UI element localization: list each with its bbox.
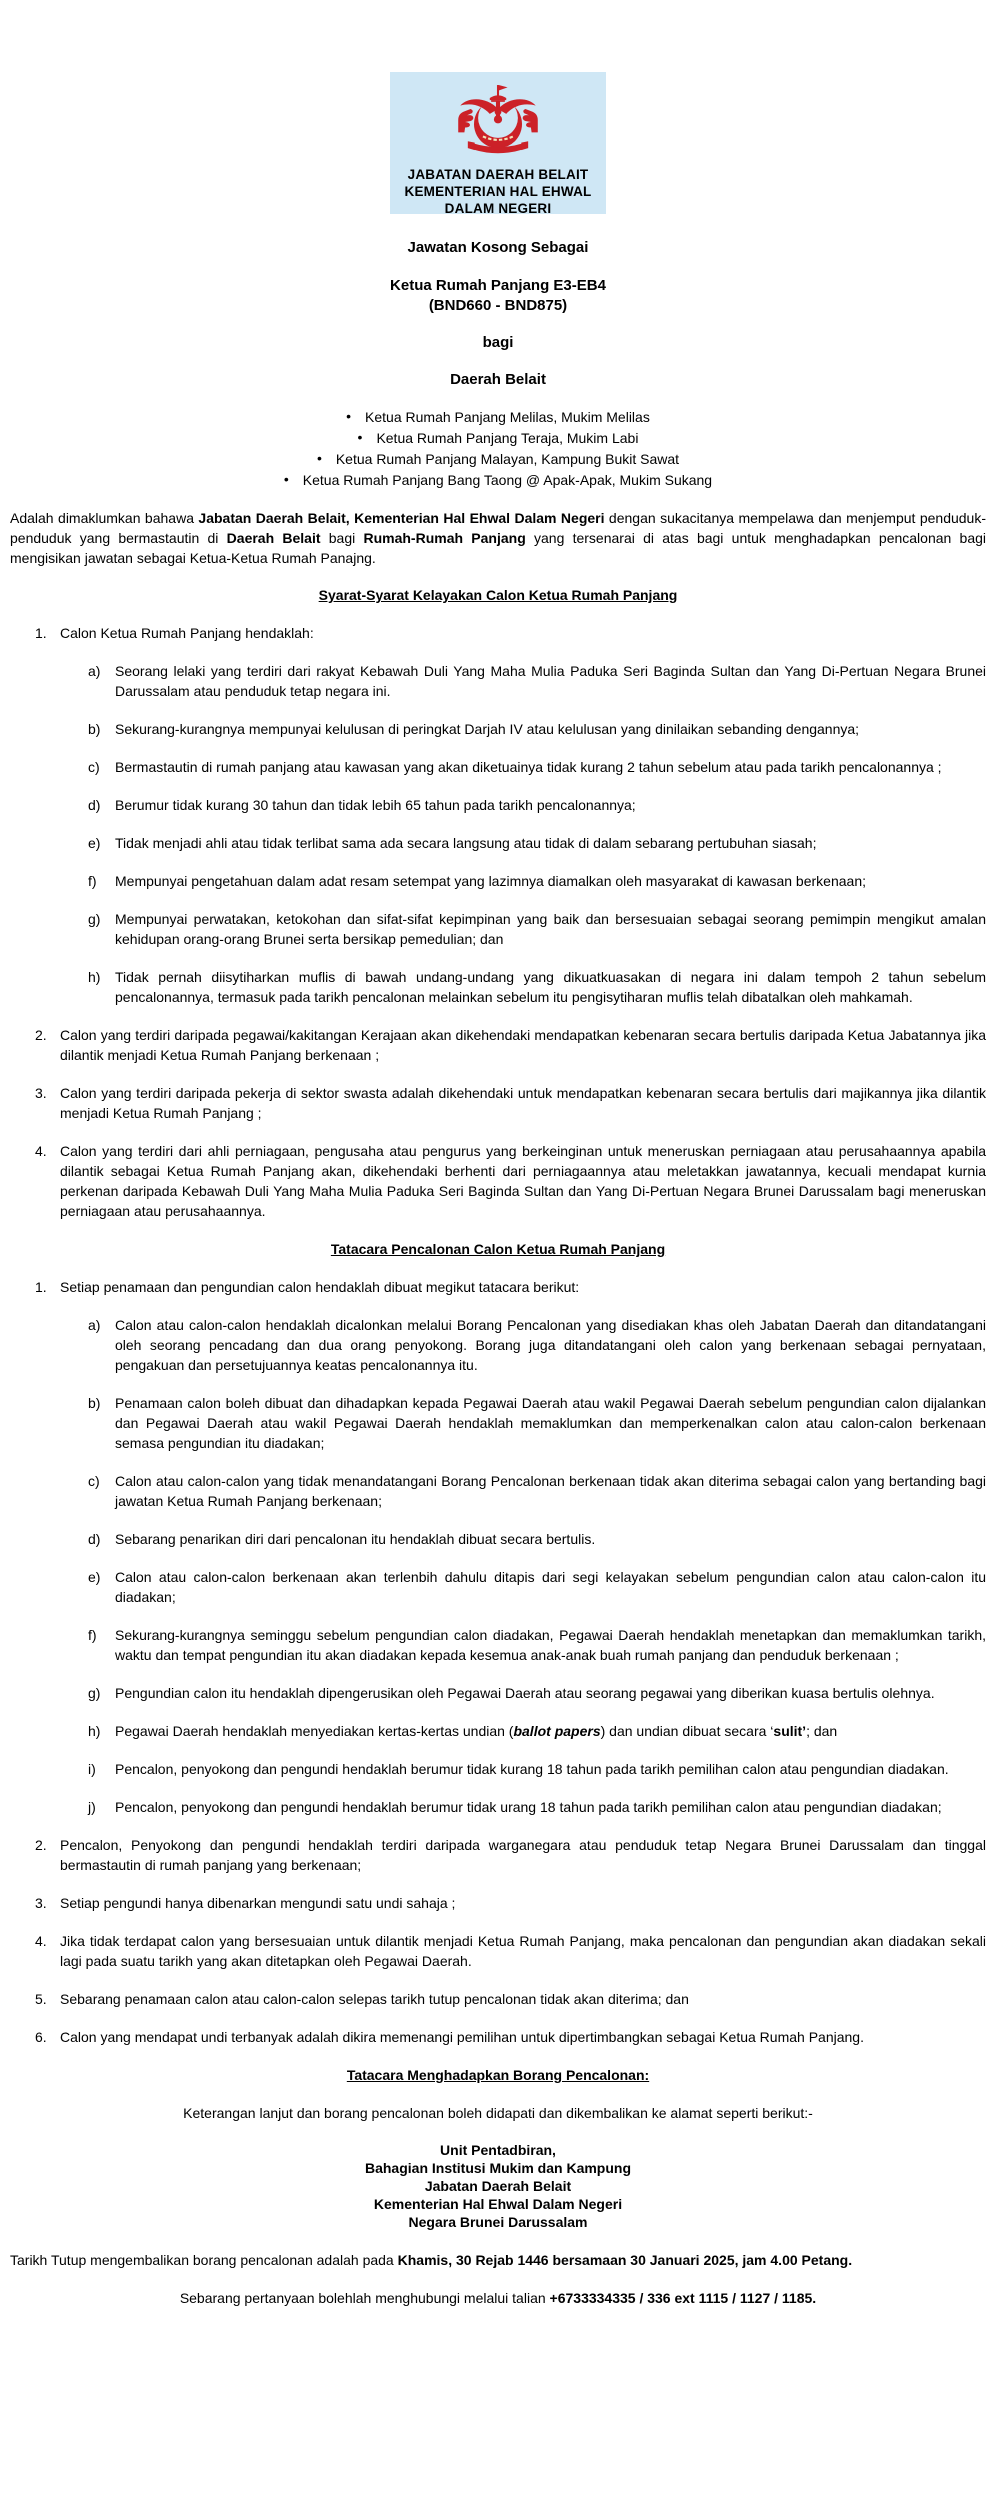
list-marker: f) xyxy=(88,873,97,889)
list-marker: g) xyxy=(88,911,101,927)
list-item-text: Pengundian calon itu hendaklah dipengerusikan oleh Pegawai Daerah atau seorang pegawai yang diberikan kuasa bertulis olehnya. xyxy=(115,1685,935,1701)
title-bagi: bagi xyxy=(482,334,514,351)
list-marker: j) xyxy=(88,1799,96,1815)
list-item xyxy=(10,623,986,643)
list-item xyxy=(10,449,986,470)
list-item-text: Calon yang terdiri daripada pegawai/kakitangan Kerajaan akan dikehendaki mendapatkan kebenaran secara bertulis daripada Ketua Jabatannya jika dilantik menjadi Ketua Rumah Panjang berkenaan ; xyxy=(60,1027,986,1063)
list-item xyxy=(10,1625,986,1665)
list-item-text: Calon yang terdiri dari ahli perniagaan, pengusaha atau pengurus yang berkeinginan untuk meneruskan perniagaan atau perusahaannya apabila dilantik sebagai Ketua Rumah Panjang akan, dikehendaki berhenti dari perniagaannya atau meletakkan jawatannya, kecuali mendapat kurnia perkenan daripada Kebawah Duli Yang Maha Mulia Paduka Seri Baginda Sultan dan Yang Di-Pertuan Negara Brunei Darussalam bagi meneruskan perniagaan atau perusahaannya. xyxy=(60,1143,986,1219)
closing-date-line xyxy=(10,2250,986,2270)
list-item-text: Tidak pernah diisytiharkan muflis di bawah undang-undang yang dikuatkuasakan di negara ini dalam tempoh 2 tahun sebelum pencalonannya, termasuk pada tarikh pencalonan melainkan sebelum itu pengisytiharan muflis telah dibatalkan oleh mahkamah. xyxy=(115,969,986,1005)
intro-paragraph xyxy=(10,508,986,568)
department-letterhead xyxy=(390,72,606,214)
list-item-text: Jika tidak terdapat calon yang bersesuaian untuk dilantik menjadi Ketua Rumah Panjang, maka pencalonan dan pengundian akan diadakan sekali lagi pada suatu tarikh yang akan ditetapkan oleh Pegawai Daerah. xyxy=(60,1933,986,1969)
address-line: Negara Brunei Darussalam xyxy=(408,2214,588,2230)
list-item xyxy=(10,967,986,1007)
list-item xyxy=(10,1835,986,1875)
bullet-icon: • xyxy=(283,471,289,487)
longhouse-name: Ketua Rumah Panjang Bang Taong @ Apak-Apak, Mukim Sukang xyxy=(302,472,713,488)
list-item-text: Pencalon, Penyokong dan pengundi hendaklah terdiri daripada warganegara atau penduduk tetap Negara Brunei Darussalam dan tinggal bermastautin di rumah panjang yang berkenaan; xyxy=(60,1837,986,1873)
list-item-text: Sebarang penarikan diri dari pencalonan itu hendaklah dibuat secara bertulis. xyxy=(115,1531,596,1547)
list-item-text: Mempunyai perwatakan, ketokohan dan sifat-sifat kepimpinan yang baik dan bersesuaian sebagai seorang pemimpin mengikut amalan kehidupan orang-orang Brunei serta bersikap pemedulian; dan xyxy=(115,911,986,947)
list-item-text: Calon atau calon-calon yang tidak menandatangani Borang Pencalonan berkenaan tidak akan diterima sebagai calon yang bertanding bagi jawatan Ketua Rumah Panjang berkenaan; xyxy=(115,1473,986,1509)
list-marker: h) xyxy=(88,969,101,985)
letterhead-line-3: DALAM NEGERI xyxy=(444,201,552,216)
list-item xyxy=(10,1721,986,1741)
list-marker: 6. xyxy=(35,2029,47,2045)
list-item-text: Berumur tidak kurang 30 tahun dan tidak lebih 65 tahun pada tarikh pencalonannya; xyxy=(115,797,636,813)
list-marker: e) xyxy=(88,1569,101,1585)
section-heading-form-submission: Tatacara Menghadapkan Borang Pencalonan: xyxy=(346,2067,650,2083)
list-item xyxy=(10,1277,986,1297)
list-marker: 1. xyxy=(35,625,47,641)
list-item xyxy=(10,407,986,428)
contact-label: Sebarang pertanyaan bolehlah menghubungi melalui talian xyxy=(179,2290,550,2306)
list-item-text: Tidak menjadi ahli atau tidak terlibat sama ada secara langsung atau tidak di dalam sebarang pertubuhan siasah; xyxy=(115,835,817,851)
list-item xyxy=(10,909,986,949)
list-item-text: Calon yang terdiri daripada pekerja di sektor swasta adalah dikehendaki untuk mendapatkan kebenaran secara bertulis dari majikannya jika dilantik menjadi Ketua Rumah Panjang ; xyxy=(60,1085,986,1121)
list-marker: 4. xyxy=(35,1143,47,1159)
letterhead-line-1: JABATAN DAERAH BELAIT xyxy=(407,167,589,182)
list-item-text: Pencalon, penyokong dan pengundi hendaklah berumur tidak urang 18 tahun pada tarikh pemilihan calon atau pengundian diadakan; xyxy=(115,1799,942,1815)
longhouse-list xyxy=(10,407,986,491)
list-item xyxy=(10,1083,986,1123)
list-marker: 4. xyxy=(35,1933,47,1949)
list-marker: e) xyxy=(88,835,101,851)
list-item-text: Seorang lelaki yang terdiri dari rakyat Kebawah Duli Yang Maha Mulia Paduka Seri Baginda Sultan dan Yang Di-Pertuan Negara Brunei Darussalam atau penduduk tetap negara ini. xyxy=(115,663,986,699)
list-item xyxy=(10,1797,986,1817)
post-title xyxy=(10,276,986,316)
list-item xyxy=(10,428,986,449)
longhouse-name: Ketua Rumah Panjang Melilas, Mukim Melilas xyxy=(365,409,650,425)
list-marker: d) xyxy=(88,797,101,813)
nomination-procedure-list xyxy=(10,1277,986,2047)
list-marker: a) xyxy=(88,1317,101,1333)
list-marker: 1. xyxy=(35,1279,47,1295)
bullet-icon: • xyxy=(357,429,363,445)
list-marker: c) xyxy=(88,1473,100,1489)
list-marker: h) xyxy=(88,1723,101,1739)
list-item xyxy=(10,1025,986,1065)
intro-bold-longhouses: Rumah-Rumah Panjang xyxy=(363,530,526,546)
list-marker: i) xyxy=(88,1761,96,1777)
list-item-text: Calon atau calon-calon berkenaan akan terlenbih dahulu ditapis dari segi kelayakan sebelum pengundian calon atau calon-calon itu diadakan; xyxy=(115,1569,986,1605)
intro-bold-district: Daerah Belait xyxy=(226,530,321,546)
list-marker: 3. xyxy=(35,1895,47,1911)
address-line: Unit Pentadbiran, xyxy=(440,2142,556,2158)
list-marker: b) xyxy=(88,1395,101,1411)
longhouse-name: Ketua Rumah Panjang Teraja, Mukim Labi xyxy=(376,430,639,446)
list-item xyxy=(10,1893,986,1913)
intro-text: bagi xyxy=(320,530,364,546)
contact-line xyxy=(10,2288,986,2308)
list-item-text: Mempunyai pengetahuan dalam adat resam setempat yang lazimnya diamalkan oleh masyarakat di kawasan berkenaan; xyxy=(115,873,866,889)
closing-date-value: Khamis, 30 Rejab 1446 bersamaan 30 Januari 2025, jam 4.00 Petang. xyxy=(397,2252,853,2268)
list-marker: 2. xyxy=(35,1837,47,1853)
list-item xyxy=(10,661,986,701)
contact-phone-numbers: +6733334335 / 336 ext 1115 / 1127 / 1185. xyxy=(549,2290,817,2306)
list-item xyxy=(10,1529,986,1549)
list-item-text: Bermastautin di rumah panjang atau kawasan yang akan diketuainya tidak kurang 2 tahun sebelum atau pada tarikh pencalonannya ; xyxy=(115,759,942,775)
intro-text: Adalah dimaklumkan bahawa xyxy=(10,510,199,526)
list-marker: b) xyxy=(88,721,101,737)
list-marker: f) xyxy=(88,1627,97,1643)
list-item xyxy=(10,1759,986,1779)
vacancy-title: Jawatan Kosong Sebagai xyxy=(407,239,589,256)
list-item xyxy=(10,795,986,815)
section-heading-eligibility: Syarat-Syarat Kelayakan Calon Ketua Rumah Panjang xyxy=(318,587,678,603)
intro-text: dengan sukacitanya mempelawa dan menjemput penduduk-penduduk yang bermastautin di xyxy=(10,510,987,546)
list-item xyxy=(10,2027,986,2047)
address-line: Bahagian Institusi Mukim dan Kampung xyxy=(364,2160,632,2176)
list-item xyxy=(10,1471,986,1511)
list-item xyxy=(10,1683,986,1703)
submission-address xyxy=(10,2141,986,2231)
brunei-crest-icon xyxy=(450,80,546,165)
list-item xyxy=(10,1989,986,2009)
list-marker: c) xyxy=(88,759,100,775)
list-marker: 5. xyxy=(35,1991,47,2007)
list-item xyxy=(10,833,986,853)
list-marker: 3. xyxy=(35,1085,47,1101)
list-item xyxy=(10,1315,986,1375)
longhouse-name: Ketua Rumah Panjang Malayan, Kampung Bukit Sawat xyxy=(335,451,680,467)
address-line: Kementerian Hal Ehwal Dalam Negeri xyxy=(373,2196,623,2212)
intro-bold-department: Jabatan Daerah Belait, Kementerian Hal Ehwal Dalam Negeri xyxy=(198,510,605,526)
list-item-text: Calon Ketua Rumah Panjang hendaklah: xyxy=(60,625,314,641)
list-marker: 2. xyxy=(35,1027,47,1043)
form-submission-intro: Keterangan lanjut dan borang pencalonan boleh didapati dan dikembalikan ke alamat seperti berikut:- xyxy=(183,2105,813,2121)
list-item-text: Pegawai Daerah hendaklah menyediakan kertas-kertas undian (ballot papers) dan undian dibuat secara ‘sulit’; dan xyxy=(115,1723,838,1739)
list-item-text: Sebarang penamaan calon atau calon-calon selepas tarikh tutup pencalonan tidak akan diterima; dan xyxy=(60,1991,689,2007)
district-title: Daerah Belait xyxy=(450,371,546,388)
list-item xyxy=(10,470,986,491)
bullet-icon: • xyxy=(316,450,322,466)
list-item-text: Sekurang-kurangnya seminggu sebelum pengundian calon diadakan, Pegawai Daerah hendaklah menetapkan dan memaklumkan tarikh, waktu dan tempat pengundian itu akan diadakan kepada kesemua anak-anak buah rumah panjang dan penduduk berkenaan ; xyxy=(115,1627,986,1663)
list-marker: g) xyxy=(88,1685,101,1701)
list-item xyxy=(10,719,986,739)
intro-text: yang tersenarai di atas bagi untuk menghadapkan pencalonan bagi mengisikan jawatan sebagai Ketua-Ketua Rumah Panajng. xyxy=(10,530,987,566)
post-title-line1: Ketua Rumah Panjang E3-EB4 xyxy=(390,277,606,294)
list-item-text: Setiap penamaan dan pengundian calon hendaklah dibuat megikut tatacara berikut: xyxy=(60,1279,580,1295)
list-item-text: Setiap pengundi hanya dibenarkan mengundi satu undi sahaja ; xyxy=(60,1895,456,1911)
section-heading-nomination-procedure: Tatacara Pencalonan Calon Ketua Rumah Panjang xyxy=(330,1241,666,1257)
list-item-text: Sekurang-kurangnya mempunyai kelulusan di peringkat Darjah IV atau kelulusan yang dinilaikan sebanding dengannya; xyxy=(115,721,860,737)
list-item xyxy=(10,1567,986,1607)
list-item-text: Calon atau calon-calon hendaklah dicalonkan melalui Borang Pencalonan yang disediakan khas oleh Jabatan Daerah dan ditandatangani oleh seorang pencadang dan dua orang penyokong. Borang juga ditandatangani oleh calon yang berkenaan sebagai pernyataan, pengakuan dan persetujuannya keatas pencalonannya itu. xyxy=(115,1317,986,1373)
letterhead-line-2: KEMENTERIAN HAL EHWAL xyxy=(404,184,592,199)
list-marker: d) xyxy=(88,1531,101,1547)
list-marker: a) xyxy=(88,663,101,679)
list-item xyxy=(10,871,986,891)
closing-date-label: Tarikh Tutup mengembalikan borang pencalonan adalah pada xyxy=(10,2252,398,2268)
list-item xyxy=(10,1931,986,1971)
list-item xyxy=(10,757,986,777)
list-item xyxy=(10,1141,986,1221)
list-item-text: Calon yang mendapat undi terbanyak adalah dikira memenangi pemilihan untuk dipertimbangkan sebagai Ketua Rumah Panjang. xyxy=(60,2029,864,2045)
list-item-text: Penamaan calon boleh dibuat dan dihadapkan kepada Pegawai Daerah atau wakil Pegawai Daerah sebelum pengundian calon dijalankan dan Pegawai Daerah atau wakil Pegawai Daerah hendaklah memaklumkan dan memperkenalkan calon atau calon-calon berkenaan semasa pengundian itu diadakan; xyxy=(115,1395,986,1451)
address-line: Jabatan Daerah Belait xyxy=(424,2178,572,2194)
post-salary-scale: (BND660 - BND875) xyxy=(428,297,568,314)
list-item xyxy=(10,1393,986,1453)
eligibility-list xyxy=(10,623,986,1221)
list-item-text: Pencalon, penyokong dan pengundi hendaklah berumur tidak kurang 18 tahun pada tarikh pemilihan calon atau pengundian diadakan. xyxy=(115,1761,949,1777)
bullet-icon: • xyxy=(346,408,352,424)
